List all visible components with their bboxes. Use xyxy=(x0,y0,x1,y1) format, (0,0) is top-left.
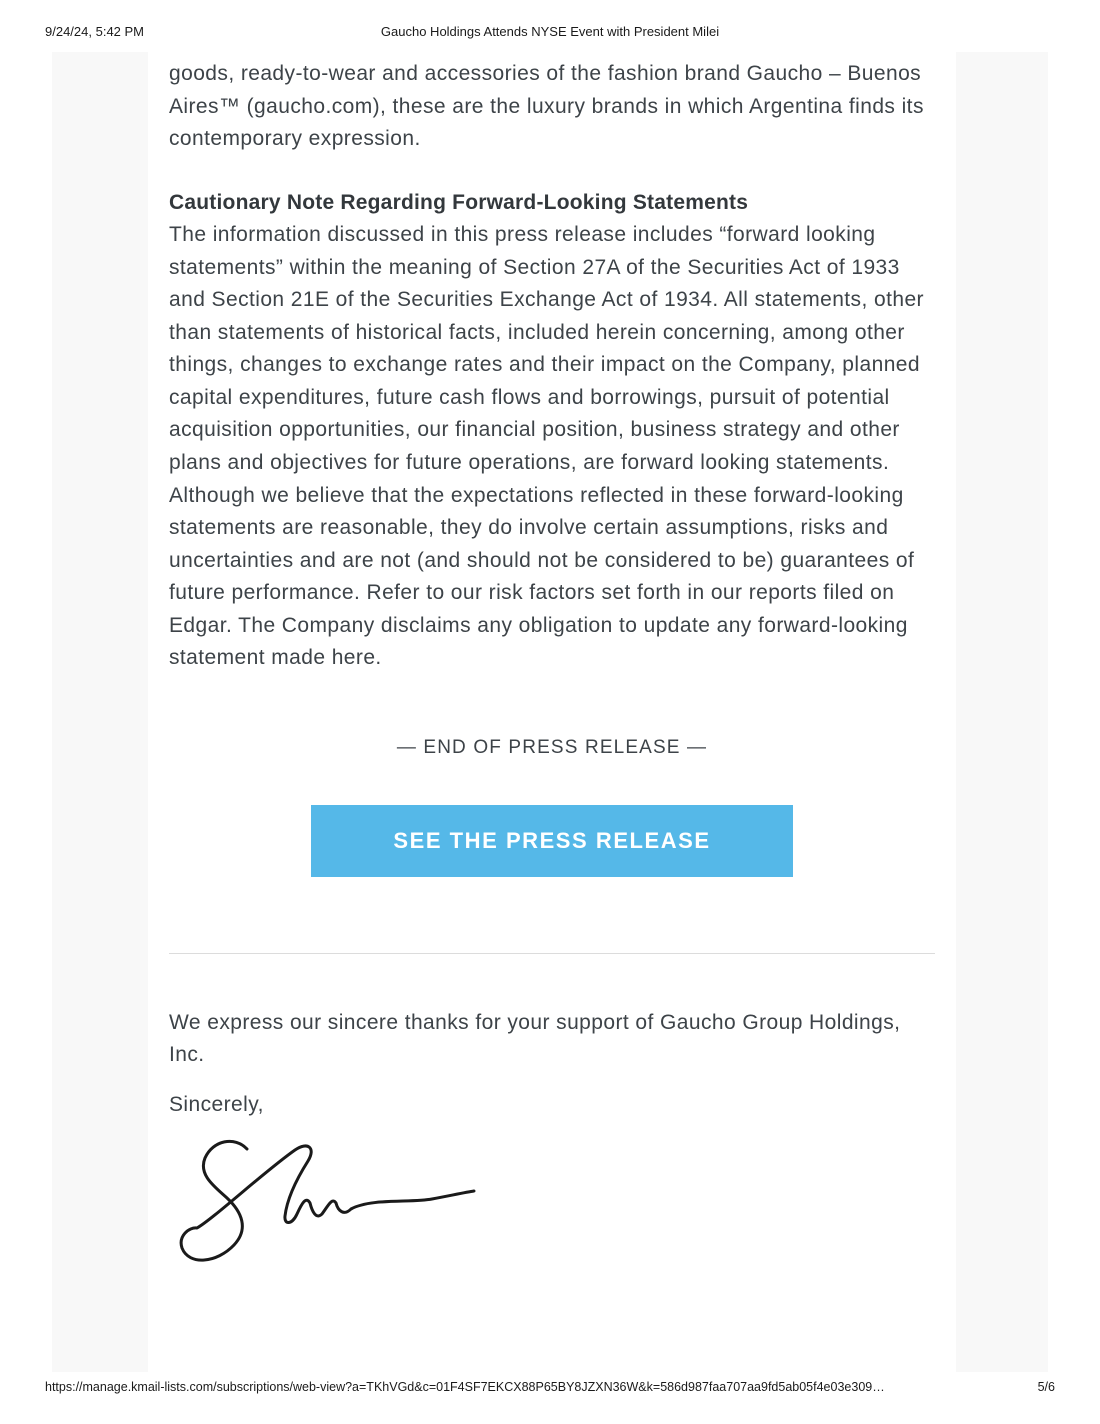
print-header xyxy=(45,24,1055,42)
email-background xyxy=(52,52,1048,1372)
salutation: Sincerely, xyxy=(169,1092,264,1116)
section-divider xyxy=(169,953,935,954)
print-footer xyxy=(45,1380,1055,1398)
document-title: Gaucho Holdings Attends NYSE Event with President Milei xyxy=(380,24,720,39)
page-number: 5/6 xyxy=(1037,1380,1055,1394)
email-content-column xyxy=(148,52,956,1372)
see-press-release-button[interactable]: SEE THE PRESS RELEASE xyxy=(311,805,793,877)
intro-paragraph: goods, ready-to-wear and accessories of the fashion brand Gaucho – Buenos Aires™ (gaucho.com), these are the luxury brands in which Argentina finds its contemporary expression. xyxy=(169,62,924,151)
cautionary-note-heading: Cautionary Note Regarding Forward-Looking Statements xyxy=(169,190,749,214)
footer-url: https://manage.kmail-lists.com/subscriptions/web-view?a=TKhVGd&c=01F4SF7EKCX88P65BY8JZXN36W&k=586d987faa707aa9fd5ab05f4e03e309… xyxy=(45,1380,885,1394)
cautionary-note-paragraph: The information discussed in this press release includes “forward looking statements” within the meaning of Section 27A of the Securities Act of 1933 and Section 21E of the Securities Exchange Act of 1934. All statements, other than statements of historical facts, included herein concerning, among other things, changes to exchange rates and their impact on the Company, planned capital expenditures, future cash flows and borrowings, pursuit of potential acquisition opportunities, our financial position, business strategy and other plans and objectives for future operations, are forward looking statements. Although we believe that the expectations reflected in these forward-looking statements are reasonable, they do involve certain assumptions, risks and uncertainties and are not (and should not be considered to be) guarantees of future performance. Refer to our risk factors set forth in our reports filed on Edgar. The Company disclaims any obligation to update any forward-looking statement made here. xyxy=(169,223,924,670)
print-datetime: 9/24/24, 5:42 PM xyxy=(45,24,145,39)
signature-scribble-icon xyxy=(169,1127,599,1275)
thanks-paragraph: We express our sincere thanks for your support of Gaucho Group Holdings, Inc. xyxy=(169,1010,901,1067)
end-of-press-release-marker: — END OF PRESS RELEASE — xyxy=(396,736,708,758)
